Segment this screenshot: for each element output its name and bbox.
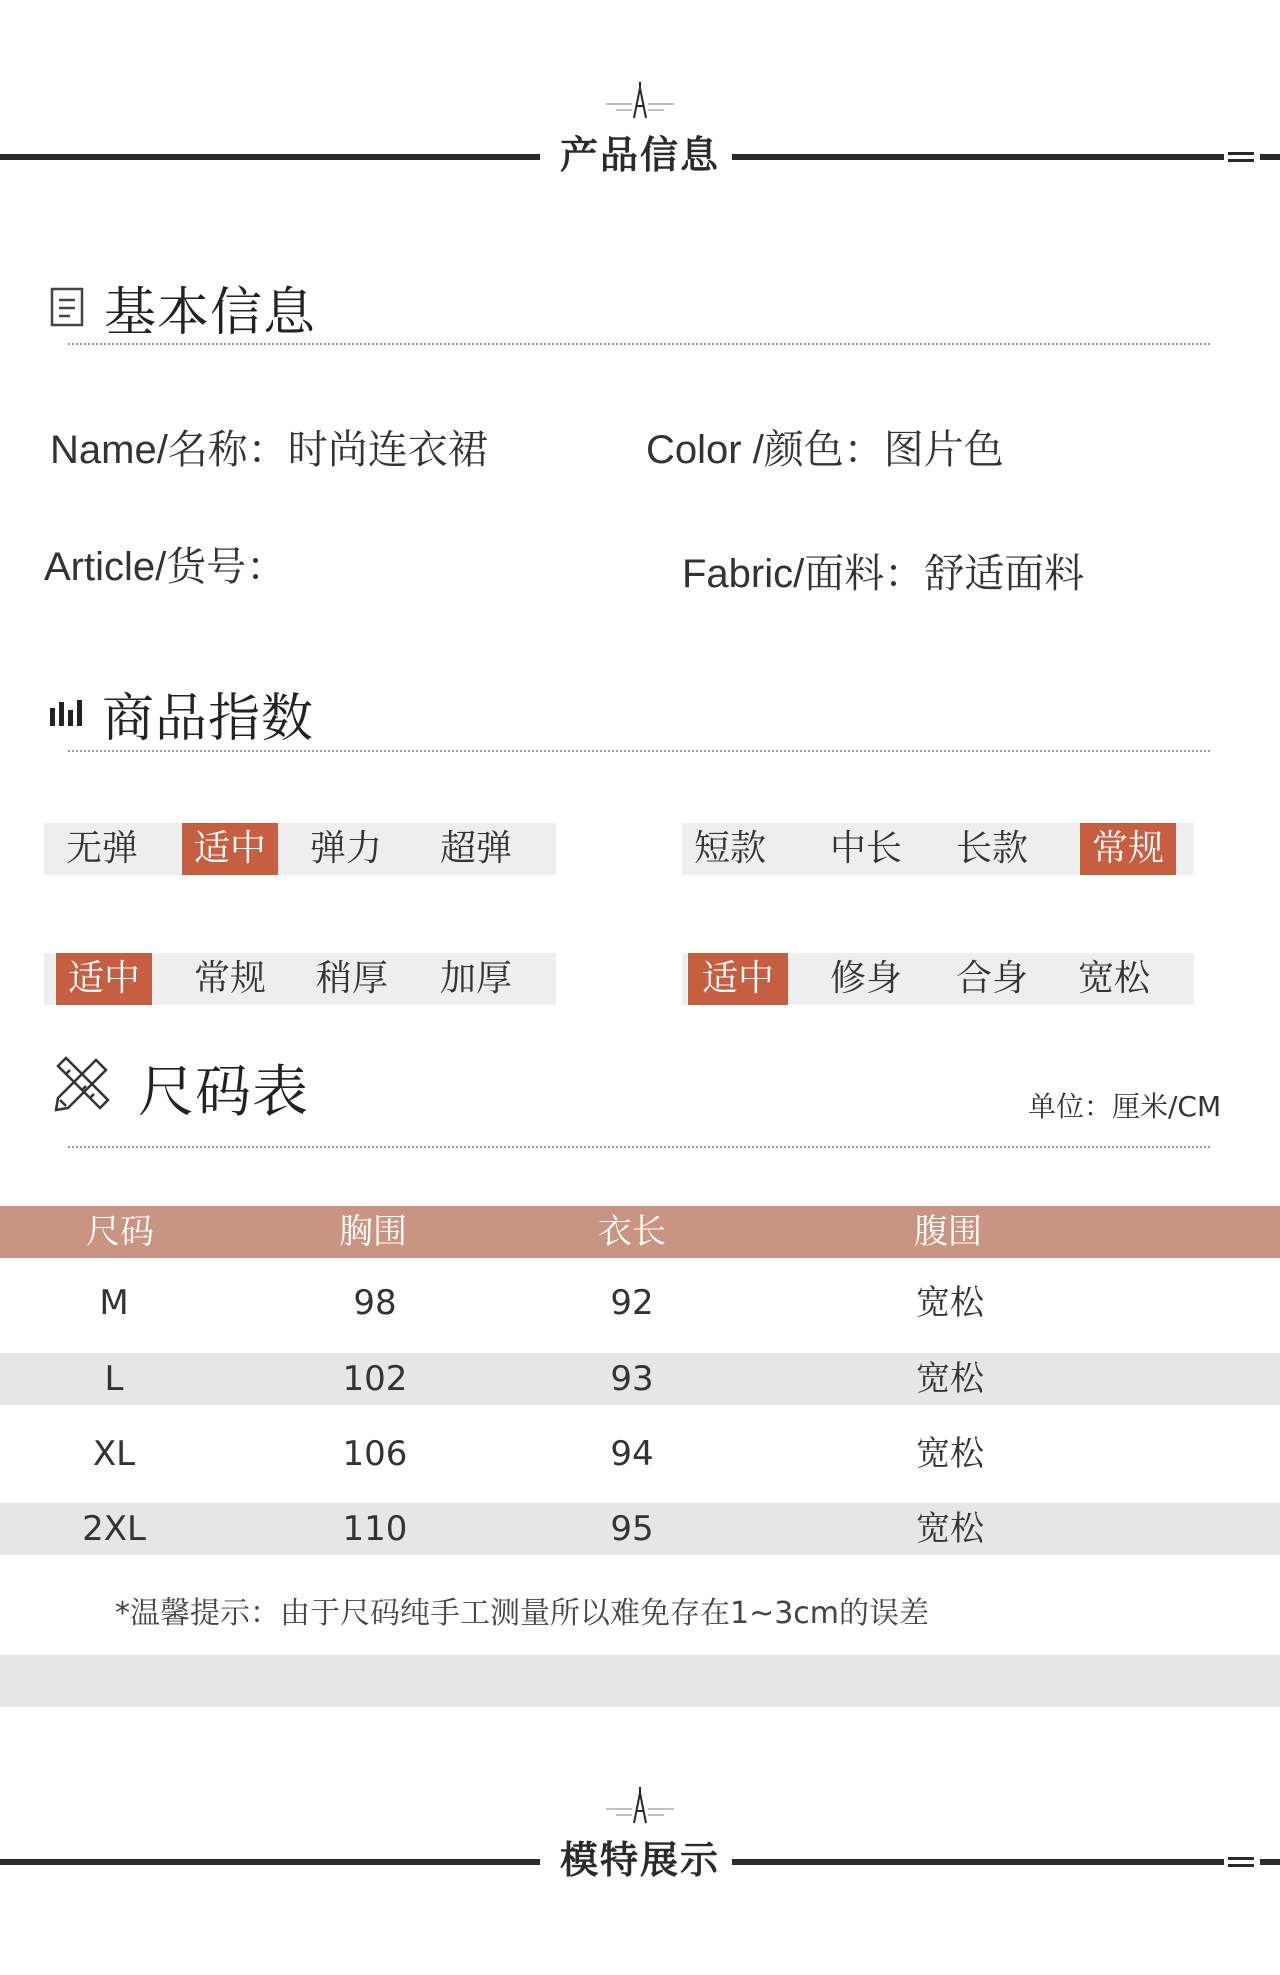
index-option: 长款 (955, 828, 1028, 869)
banner-bottom-title: 模特展示 (559, 1838, 720, 1882)
table-cell: 宽松 (916, 1509, 984, 1549)
index-option: 弹力 (309, 828, 382, 869)
index-option-selected: 常规 (1080, 823, 1176, 875)
table-cell: 93 (610, 1359, 654, 1399)
table-cell: XL (92, 1434, 136, 1474)
product-color: Color /颜色：图片色 (646, 428, 1004, 472)
column-header: 尺码 (86, 1212, 154, 1252)
banner-top-title: 产品信息 (559, 133, 720, 177)
end-mark-icon (1228, 150, 1280, 166)
banner-top-line-left (0, 154, 540, 160)
index-option: 加厚 (439, 958, 512, 999)
index-option: 宽松 (1077, 958, 1150, 999)
size-chart-heading: 尺码表 (138, 1060, 309, 1125)
basic-info-heading: 基本信息 (104, 283, 317, 343)
tower-icon (598, 80, 682, 122)
product-fabric: Fabric/面料：舒适面料 (682, 552, 1085, 596)
table-cell: 92 (610, 1283, 654, 1323)
index-option: 稍厚 (315, 958, 388, 999)
dotted-divider (68, 750, 1210, 752)
ruler-pencil-icon (52, 1056, 112, 1112)
size-table-header (0, 1206, 1280, 1258)
column-header: 胸围 (339, 1212, 407, 1252)
table-row (0, 1277, 1280, 1329)
index-option: 无弹 (65, 828, 138, 869)
document-icon (50, 287, 84, 327)
table-row (0, 1503, 1280, 1555)
index-option-selected: 适中 (182, 823, 278, 875)
table-row (0, 1428, 1280, 1480)
table-cell: 宽松 (916, 1359, 984, 1399)
table-cell: 110 (342, 1509, 408, 1549)
table-cell: 宽松 (916, 1283, 984, 1323)
table-cell: 94 (610, 1434, 654, 1474)
table-cell: 宽松 (916, 1434, 984, 1474)
index-option-selected: 适中 (688, 953, 788, 1005)
index-option-selected: 适中 (56, 953, 152, 1005)
table-cell: 2XL (82, 1509, 146, 1549)
table-cell: L (104, 1359, 124, 1399)
table-cell: 98 (353, 1283, 397, 1323)
tower-icon (598, 1785, 682, 1827)
table-cell: M (99, 1283, 129, 1323)
index-bar-elasticity (44, 823, 556, 875)
index-heading: 商品指数 (102, 689, 315, 749)
column-header: 衣长 (598, 1212, 666, 1252)
table-row (0, 1353, 1280, 1405)
banner-bottom-line-left (0, 1859, 540, 1865)
table-cell: 95 (610, 1509, 654, 1549)
table-cell: 102 (342, 1359, 408, 1399)
index-option: 修身 (829, 958, 902, 999)
dotted-divider (68, 1146, 1210, 1148)
product-name: Name/名称：时尚连衣裙 (50, 428, 488, 472)
index-bar-length (682, 823, 1194, 875)
index-bar-fit (682, 953, 1194, 1005)
index-option: 超弹 (439, 828, 512, 869)
product-article: Article/货号： (44, 545, 287, 589)
column-header: 腹围 (914, 1212, 982, 1252)
banner-top-line-right (732, 154, 1224, 160)
index-option: 中长 (829, 828, 902, 869)
size-unit: 单位：厘米/CM (1028, 1090, 1222, 1123)
bar-chart-icon (50, 698, 82, 726)
size-note: *温馨提示：由于尺码纯手工测量所以难免存在1~3cm的误差 (115, 1596, 930, 1631)
index-option: 常规 (193, 958, 266, 999)
index-bar-thickness (44, 953, 556, 1005)
dotted-divider (68, 343, 1210, 345)
index-option: 合身 (955, 958, 1028, 999)
table-cell: 106 (342, 1434, 408, 1474)
grey-band (0, 1655, 1280, 1707)
end-mark-icon (1228, 1855, 1280, 1871)
index-option: 短款 (693, 828, 766, 869)
banner-bottom-line-right (732, 1859, 1224, 1865)
